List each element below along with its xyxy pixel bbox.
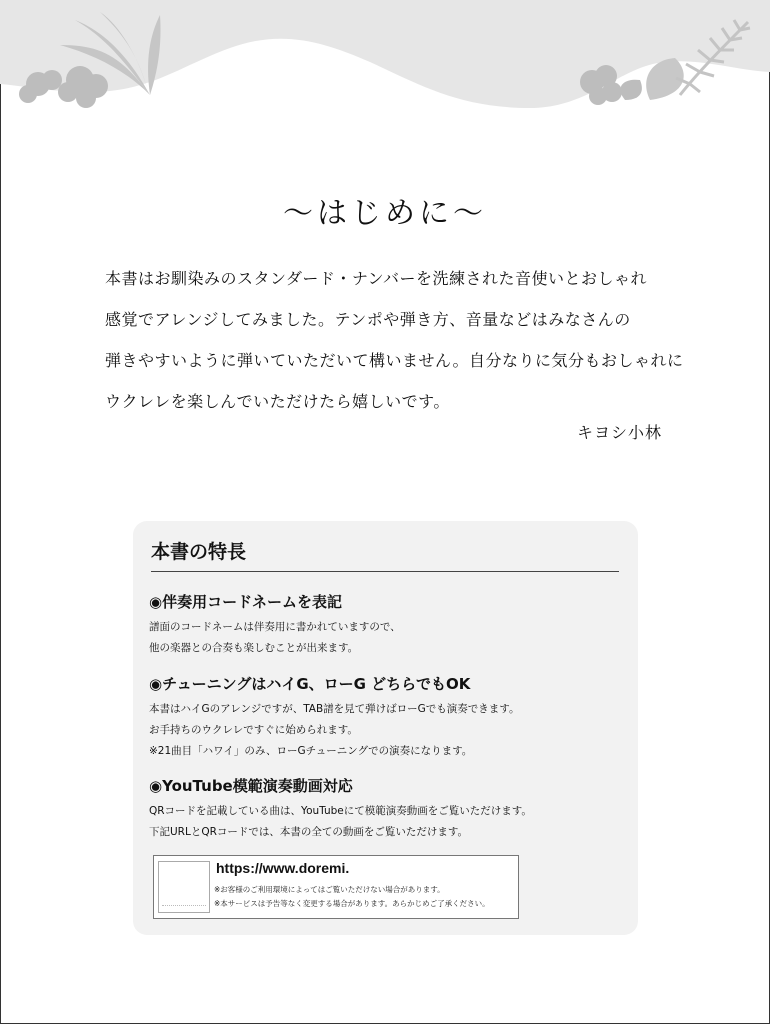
url-note: ※お客様のご利用環境によってはご覧いただけない場合があります。 [214,885,445,894]
video-link-box [153,855,519,919]
feature-item [149,775,629,843]
author-signature: キヨシ小林 [576,423,662,442]
features-heading: 本書の特長 [151,537,619,572]
features-box [133,521,638,935]
feature-line: お手持ちのウクレレですぐに始められます。 [149,724,358,736]
feature-line: QRコードを記載している曲は、YouTubeにて模範演奏動画をご覧いただけます。 [149,805,532,817]
intro-line: ウクレレを楽しんでいただけたら嬉しいです。 [105,392,450,411]
page-title: ～はじめに～ [283,196,487,231]
feature-line: 本書はハイGのアレンジですが、TAB譜を見て弾けばローGでも演奏できます。 [149,703,520,715]
feature-item [149,591,629,659]
feature-line: ※21曲目「ハワイ」のみ、ローGチューニングでの演奏になります。 [149,745,473,757]
intro-text [105,258,684,422]
feature-title: ◉YouTube模範演奏動画対応 [149,777,353,795]
header-decoration [0,0,770,120]
intro-line: 感覚でアレンジしてみました。テンポや弾き方、音量などはみなさんの [105,310,631,329]
feature-item [149,673,629,762]
intro-line: 本書はお馴染みのスタンダード・ナンバーを洗練された音使いとおしゃれ [105,269,647,288]
qr-code[interactable] [158,861,210,913]
intro-line: 弾きやすいように弾いていただいて構いません。自分なりに気分もおしゃれに [105,351,684,370]
feature-title: ◉チューニングはハイG、ローG どちらでもOK [149,675,471,693]
video-url-link[interactable]: https://www.doremi. [216,860,350,876]
feature-line: 他の楽器との合奏も楽しむことが出来ます。 [149,642,359,654]
feature-line: 譜面のコードネームは伴奏用に書かれていますので、 [149,621,401,633]
feature-title: ◉伴奏用コードネームを表記 [149,593,342,611]
url-note: ※本サービスは予告等なく変更する場合があります。あらかじめご了承ください。 [214,899,490,908]
feature-line: 下記URLとQRコードでは、本書の全ての動画をご覧いただけます。 [149,826,469,838]
